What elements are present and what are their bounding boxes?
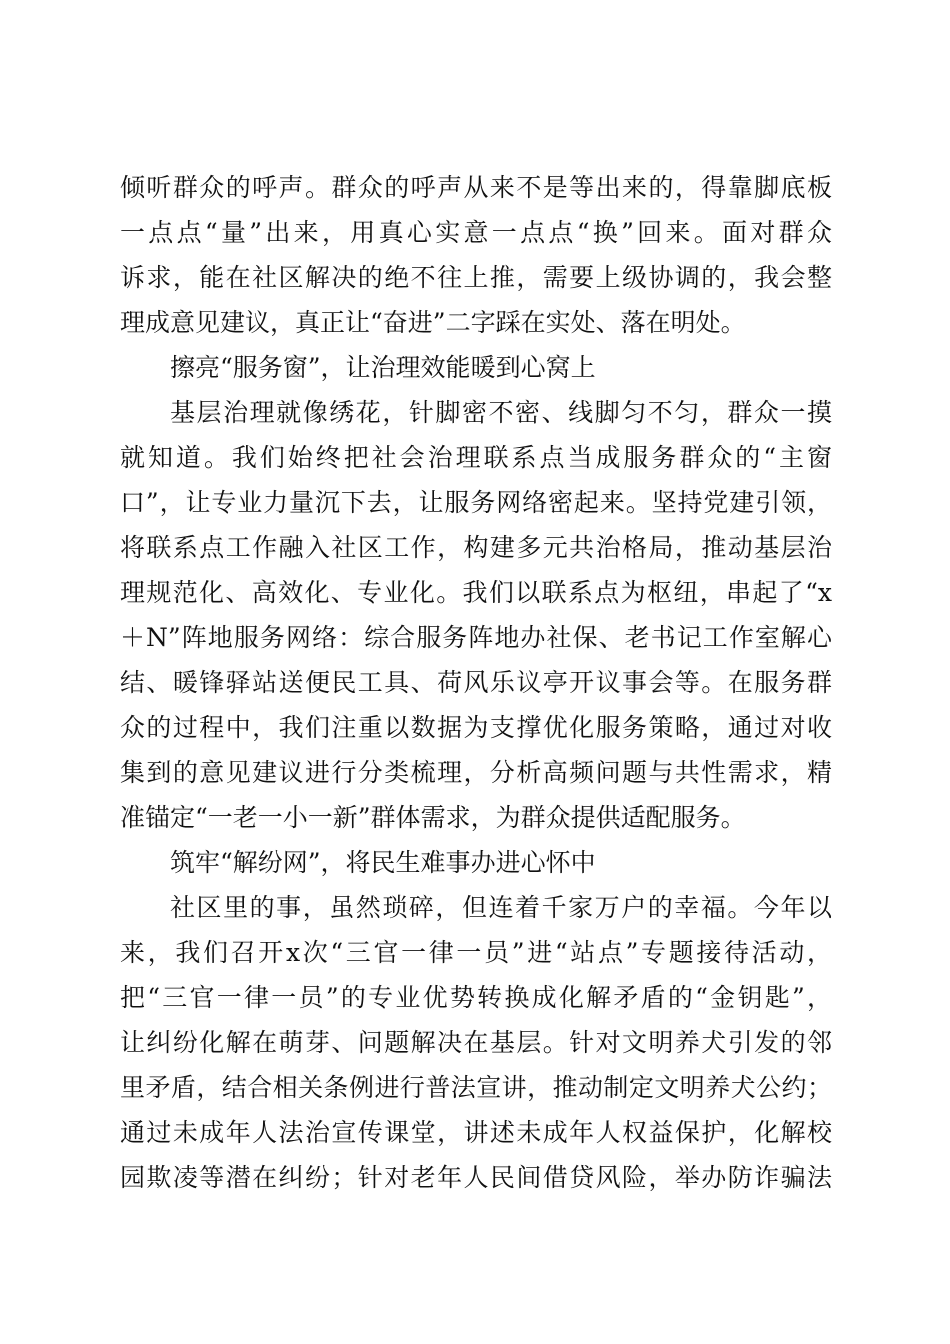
text-line-8: 口”，让专业力量沉下去，让服务网络密起来。坚持党建引领， <box>120 488 832 517</box>
text-line-13: 众的过程中，我们注重以数据为支撑优化服务策略，通过对收 <box>120 713 832 742</box>
text-line-20: 让纠纷化解在萌芽、问题解决在基层。针对文明养犬引发的邻 <box>120 1028 832 1057</box>
text-line-11: ＋N”阵地服务网络：综合服务阵地办社保、老书记工作室解心 <box>120 623 832 652</box>
text-line-15: 准锚定“一老一小一新”群体需求，为群众提供适配服务。 <box>120 803 746 832</box>
text-line-12: 结、暖锋驿站送便民工具、荷风乐议亭开议事会等。在服务群 <box>120 668 832 697</box>
text-line-9: 将联系点工作融入社区工作，构建多元共治格局，推动基层治 <box>120 533 832 562</box>
text-line-2: 一点点“量”出来，用真心实意一点点“换”回来。面对群众 <box>120 218 832 247</box>
text-line-7: 就知道。我们始终把社会治理联系点当成服务群众的“主窗 <box>120 443 832 472</box>
text-line-4: 理成意见建议，真正让“奋进”二字踩在实处、落在明处。 <box>120 308 746 337</box>
section-heading-dispute-network: 筑牢“解纷网”，将民生难事办进心怀中 <box>170 848 596 877</box>
text-line-1: 倾听群众的呼声。群众的呼声从来不是等出来的，得靠脚底板 <box>120 173 832 202</box>
text-line-18: 来，我们召开x次“三官一律一员”进“站点”专题接待活动， <box>120 938 832 967</box>
text-line-17: 社区里的事，虽然琐碎，但连着千家万户的幸福。今年以 <box>170 893 832 922</box>
text-line-14: 集到的意见建议进行分类梳理，分析高频问题与共性需求，精 <box>120 758 832 787</box>
text-line-21: 里矛盾，结合相关条例进行普法宣讲，推动制定文明养犬公约； <box>120 1073 832 1102</box>
section-heading-service-window: 擦亮“服务窗”，让治理效能暖到心窝上 <box>170 353 596 382</box>
text-line-22: 通过未成年人法治宣传课堂，讲述未成年人权益保护，化解校 <box>120 1118 832 1147</box>
text-line-19: 把“三官一律一员”的专业优势转换成化解矛盾的“金钥匙”， <box>120 983 832 1012</box>
text-line-10: 理规范化、高效化、专业化。我们以联系点为枢纽，串起了“x <box>120 578 832 607</box>
text-line-6: 基层治理就像绣花，针脚密不密、线脚匀不匀，群众一摸 <box>170 398 832 427</box>
text-line-3: 诉求，能在社区解决的绝不往上推，需要上级协调的，我会整 <box>120 263 832 292</box>
text-line-23: 园欺凌等潜在纠纷；针对老年人民间借贷风险，举办防诈骗法 <box>120 1163 832 1192</box>
